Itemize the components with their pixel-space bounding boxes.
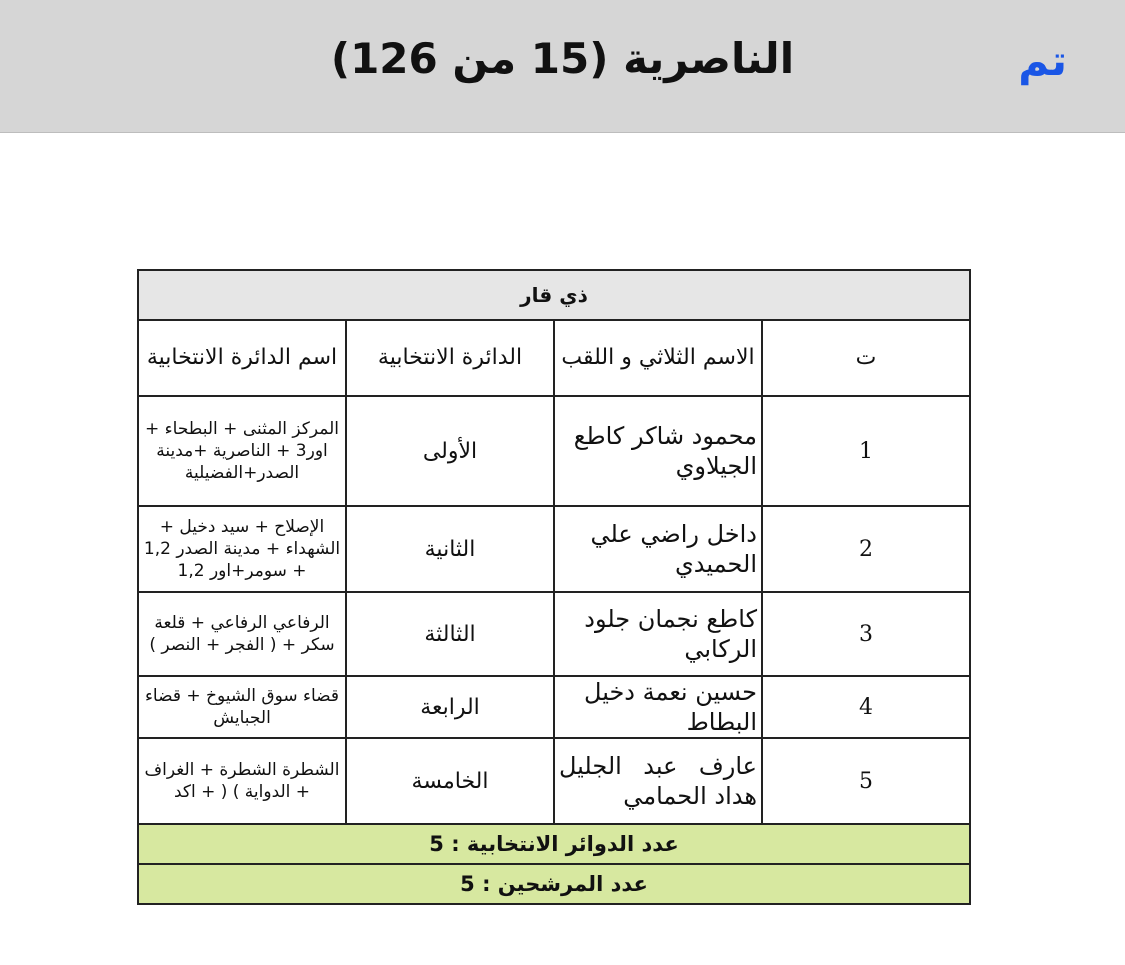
province-row (138, 270, 970, 320)
summary-row-candidates (138, 864, 970, 904)
table-row (138, 506, 970, 592)
circuit-area: قضاء سوق الشيوخ + قضاء الجبايش (138, 676, 346, 738)
summary-row-circuits (138, 824, 970, 864)
table-row (138, 738, 970, 824)
circuit-area: الرفاعي الرفاعي + قلعة سكر + ( الفجر + النصر ) (138, 592, 346, 676)
row-num: 4 (762, 676, 970, 738)
circuit-area: الإصلاح + سيد دخيل + الشهداء + مدينة الصدر 1,2 + سومر+اور 1,2 (138, 506, 346, 592)
row-num: 3 (762, 592, 970, 676)
circuit-area: الشطرة الشطرة + الغراف + الدواية ) ( + اكد (138, 738, 346, 824)
col-header-name: الاسم الثلاثي و اللقب (554, 320, 762, 396)
circuit-ordinal: الرابعة (346, 676, 554, 738)
candidate-name: حسين نعمة دخيل البطاط (554, 676, 762, 738)
candidates-count: عدد المرشحين : 5 (138, 864, 970, 904)
candidates-table (137, 269, 971, 905)
table-row (138, 676, 970, 738)
circuits-count: عدد الدوائر الانتخابية : 5 (138, 824, 970, 864)
table-row (138, 396, 970, 506)
circuit-ordinal: الثالثة (346, 592, 554, 676)
circuit-ordinal: الأولى (346, 396, 554, 506)
circuit-area: المركز المثنى + البطحاء + اور3 + الناصرية +مدينة الصدر+الفضيلية (138, 396, 346, 506)
candidate-name: كاطع نجمان جلود الركابي (554, 592, 762, 676)
page-title: الناصرية (15 من 126) (330, 34, 795, 83)
candidate-name: عارف عبد الجليل هداد الحمامي (554, 738, 762, 824)
circuit-ordinal: الخامسة (346, 738, 554, 824)
circuit-ordinal: الثانية (346, 506, 554, 592)
candidate-name: داخل راضي علي الحميدي (554, 506, 762, 592)
table-header-row (138, 320, 970, 396)
col-header-area: اسم الدائرة الانتخابية (138, 320, 346, 396)
row-num: 2 (762, 506, 970, 592)
row-num: 5 (762, 738, 970, 824)
done-button[interactable]: تم (1018, 36, 1067, 85)
col-header-circuit: الدائرة الانتخابية (346, 320, 554, 396)
table-row (138, 592, 970, 676)
col-header-num: ت (762, 320, 970, 396)
candidate-name: محمود شاكر كاطع الجيلاوي (554, 396, 762, 506)
row-num: 1 (762, 396, 970, 506)
top-bar (0, 0, 1125, 133)
province-name: ذي قار (138, 270, 970, 320)
